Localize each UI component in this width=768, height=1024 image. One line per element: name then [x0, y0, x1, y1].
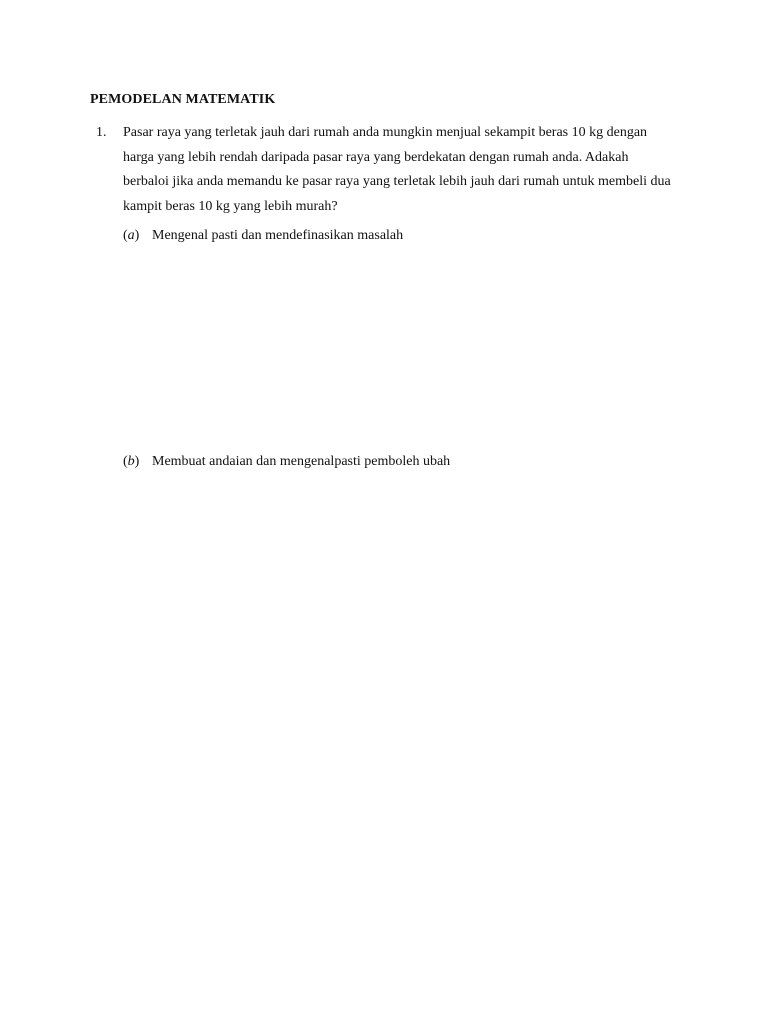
part-b [123, 454, 450, 470]
question-line: kampit beras 10 kg yang lebih murah? [123, 198, 338, 214]
part-a-letter: a [127, 228, 135, 243]
part-b-text: Membuat andaian dan mengenalpasti pemboleh ubah [152, 454, 451, 469]
part-a-label [123, 228, 152, 244]
question-line: Pasar raya yang terletak jauh dari rumah anda mungkin menjual sekampit beras 10 kg dengan [123, 125, 648, 140]
part-a-text: Mengenal pasti dan mendefinasikan masalah [152, 228, 404, 243]
part-b-open-paren: ( [123, 454, 128, 469]
part-a [123, 228, 403, 244]
page-title: PEMODELAN MATEMATIK [90, 92, 276, 107]
question-number: 1. [96, 125, 107, 140]
question-line: berbaloi jika anda memandu ke pasar raya yang terletak lebih jauh dari rumah untuk membeli dua [123, 174, 671, 189]
part-a-open-paren: ( [123, 228, 128, 243]
question-line: harga yang lebih rendah daripada pasar raya yang berdekatan dengan rumah anda. Adakah [123, 149, 629, 165]
part-a-close-paren: ) [134, 228, 140, 243]
question-text [123, 121, 683, 219]
part-b-letter: b [127, 454, 135, 469]
part-b-close-paren: ) [134, 454, 140, 469]
part-b-label [123, 454, 152, 470]
